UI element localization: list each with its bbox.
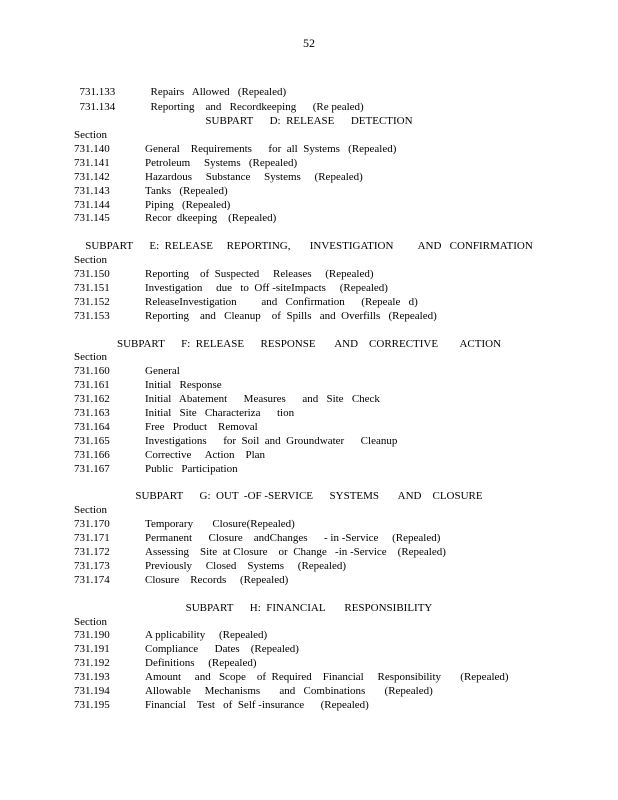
section-number: 731.193 — [74, 671, 110, 683]
section-number: 731.191 — [74, 643, 110, 655]
section-title: Initial Abatement Measures and Site Check — [145, 393, 380, 405]
list-item — [74, 364, 180, 378]
section-title: Temporary Closure(Repealed) — [145, 518, 295, 530]
list-item — [74, 378, 222, 392]
section-number: 731.150 — [74, 268, 110, 280]
section-number: 731.190 — [74, 629, 110, 641]
section-title: Initial Response — [145, 379, 222, 391]
section-title: Permanent Closure andChanges - in -Service (Repealed) — [145, 532, 441, 544]
list-item — [74, 309, 437, 323]
section-number: 731.172 — [74, 546, 110, 558]
section-title: Assessing Site at Closure or Change -in -Service (Repealed) — [145, 546, 446, 558]
list-item — [74, 198, 230, 212]
section-number: 731.171 — [74, 532, 110, 544]
section-number: 731.151 — [74, 282, 110, 294]
section-number: 731.144 — [74, 199, 110, 211]
section-title: Reporting of Suspected Releases (Repealed) — [145, 268, 374, 280]
list-item — [74, 517, 295, 531]
list-item — [74, 670, 509, 684]
list-item — [74, 448, 265, 462]
section-title: Petroleum Systems (Repealed) — [145, 157, 298, 169]
section-title: Compliance Dates (Repealed) — [145, 643, 299, 655]
list-item — [74, 545, 446, 559]
section-title: Initial Site Characteriza tion — [145, 407, 295, 419]
list-item — [74, 656, 257, 670]
section-number: 731.164 — [74, 421, 110, 433]
subpart-e-heading: SUBPART E: RELEASE REPORTING, INVESTIGATION AND CONFIRMATION — [85, 240, 533, 252]
section-number: 731.140 — [74, 143, 110, 155]
section-title: Hazardous Substance Systems (Repealed) — [145, 171, 363, 183]
section-title: Amount and Scope of Required Financial Responsibility (Repealed) — [145, 671, 509, 683]
section-title: Piping (Repealed) — [145, 199, 231, 211]
section-title: Investigation due to Off -siteImpacts (Repealed) — [145, 282, 388, 294]
section-number: 731.141 — [74, 157, 110, 169]
list-item — [74, 642, 299, 656]
section-number: 731.134 — [79, 101, 116, 113]
section-number: 731.170 — [74, 518, 110, 530]
section-number: 731.162 — [74, 393, 110, 405]
section-title: Investigations for Soil and Groundwater Cleanup — [145, 435, 398, 447]
subpart-h-heading: SUBPART H: FINANCIAL RESPONSIBILITY — [185, 602, 433, 614]
section-title: Financial Test of Self -insurance (Repealed) — [145, 699, 369, 711]
section-title: General — [145, 365, 180, 377]
section-number: 731.142 — [74, 171, 110, 183]
list-item — [74, 267, 374, 281]
section-label: Section — [74, 254, 107, 266]
list-item — [74, 281, 388, 295]
list-item — [74, 628, 267, 642]
section-title: Free Product Removal — [145, 421, 258, 433]
section-title: Public Participation — [145, 463, 238, 475]
subpart-f-heading: SUBPART F: RELEASE RESPONSE AND CORRECTIVE ACTION — [116, 338, 502, 350]
section-title: Recor dkeeping (Repealed) — [145, 212, 277, 224]
section-label: Section — [74, 504, 107, 516]
subpart-g-heading: SUBPART G: OUT -OF -SERVICE SYSTEMS AND CLOSURE — [135, 490, 483, 502]
section-title: Previously Closed Systems (Repealed) — [145, 560, 347, 572]
section-number: 731.133 — [79, 86, 116, 98]
section-title: Corrective Action Plan — [145, 449, 266, 461]
list-item — [74, 698, 369, 712]
section-number: 731.194 — [74, 685, 110, 697]
section-number: 731.153 — [74, 310, 110, 322]
subpart-d-heading: SUBPART D: RELEASE DETECTION — [205, 115, 413, 127]
section-number: 731.167 — [74, 463, 110, 475]
list-item — [74, 434, 397, 448]
section-number: 731.173 — [74, 560, 110, 572]
list-item — [74, 86, 364, 113]
section-number: 731.143 — [74, 185, 110, 197]
list-item — [74, 295, 418, 309]
list-item — [74, 71, 287, 98]
section-title: Repairs Allowed (Repealed) — [150, 86, 287, 98]
list-item — [74, 142, 396, 156]
list-item — [74, 184, 228, 198]
section-title: Closure Records (Repealed) — [145, 574, 289, 586]
section-number: 731.165 — [74, 435, 110, 447]
section-number: 731.160 — [74, 365, 110, 377]
section-number: 731.152 — [74, 296, 110, 308]
section-number: 731.166 — [74, 449, 110, 461]
section-number: 731.145 — [74, 212, 110, 224]
list-item — [74, 573, 288, 587]
list-item — [74, 406, 294, 420]
list-item — [74, 420, 258, 434]
list-item — [74, 156, 297, 170]
section-label: Section — [74, 616, 107, 628]
list-item — [74, 462, 238, 476]
list-item — [74, 211, 276, 225]
section-label: Section — [74, 351, 107, 363]
section-title: ReleaseInvestigation and Confirmation (Repeale d) — [145, 296, 418, 308]
list-item — [74, 684, 433, 698]
section-number: 731.163 — [74, 407, 110, 419]
section-title: Tanks (Repealed) — [145, 185, 228, 197]
list-item — [74, 170, 363, 184]
section-label: Section — [74, 129, 107, 141]
section-number: 731.195 — [74, 699, 110, 711]
list-item — [74, 531, 440, 545]
section-title: Reporting and Cleanup of Spills and Overfills (Repealed) — [145, 310, 437, 322]
section-title: Reporting and Recordkeeping (Re pealed) — [150, 101, 364, 113]
section-number: 731.161 — [74, 379, 110, 391]
section-title: Allowable Mechanisms and Combinations (Repealed) — [145, 685, 433, 697]
list-item — [74, 559, 346, 573]
list-item — [74, 392, 380, 406]
section-number: 731.192 — [74, 657, 110, 669]
page-number: 52 — [303, 36, 315, 50]
section-title: Definitions (Repealed) — [145, 657, 257, 669]
section-title: General Requirements for all Systems (Repealed) — [145, 143, 397, 155]
section-title: A pplicability (Repealed) — [145, 629, 268, 641]
section-number: 731.174 — [74, 574, 110, 586]
